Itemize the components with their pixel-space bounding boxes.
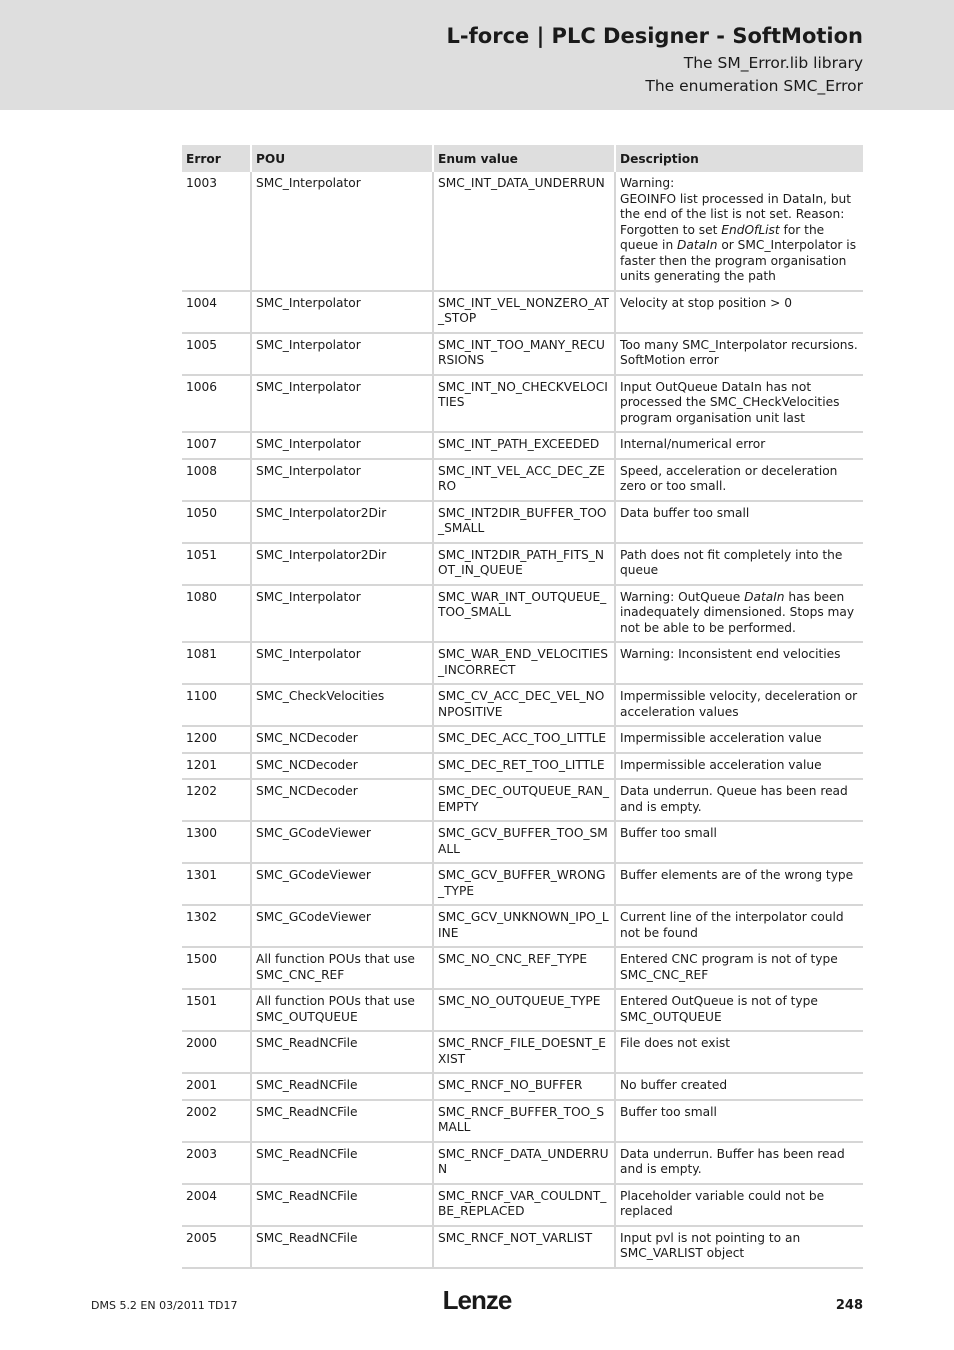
pou-cell: SMC_ReadNCFile (250, 1185, 432, 1227)
pou-cell: SMC_GCodeViewer (250, 822, 432, 864)
description-cell: Input OutQueue DataIn has not processed the SMC_CHeckVelocities program organisation unit last (614, 376, 863, 434)
document-title: L-force | PLC Designer - SoftMotion (446, 24, 863, 48)
pou-cell: SMC_Interpolator2Dir (250, 502, 432, 544)
description-cell: Warning: OutQueue DataIn has been inadequately dimensioned. Stops may not be able to be performed. (614, 586, 863, 644)
enum-value-cell: SMC_INT_DATA_UNDERRUN (432, 172, 614, 292)
page-number: 248 (835, 1298, 863, 1313)
error-code-cell: 1202 (182, 780, 250, 822)
table-row (182, 754, 863, 781)
error-code-cell: 1500 (182, 948, 250, 990)
enum-value-cell: SMC_DEC_RET_TOO_LITTLE (432, 754, 614, 781)
enum-value-cell: SMC_RNCF_NOT_VARLIST (432, 1227, 614, 1269)
enum-value-cell: SMC_DEC_ACC_TOO_LITTLE (432, 727, 614, 754)
enum-value-cell: SMC_INT_TOO_MANY_RECURSIONS (432, 334, 614, 376)
enum-value-cell: SMC_CV_ACC_DEC_VEL_NONPOSITIVE (432, 685, 614, 727)
enum-value-cell: SMC_RNCF_VAR_COULDNT_BE_REPLACED (432, 1185, 614, 1227)
pou-cell: SMC_CheckVelocities (250, 685, 432, 727)
error-code-cell: 1051 (182, 544, 250, 586)
error-code-cell: 2001 (182, 1074, 250, 1101)
table-row (182, 906, 863, 948)
description-cell: Buffer too small (614, 1101, 863, 1143)
description-cell: Speed, acceleration or deceleration zero or too small. (614, 460, 863, 502)
pou-cell: SMC_Interpolator2Dir (250, 544, 432, 586)
pou-cell: SMC_NCDecoder (250, 727, 432, 754)
section-title: The enumeration SMC_Error (645, 77, 863, 95)
table-row (182, 1227, 863, 1269)
error-code-cell: 2000 (182, 1032, 250, 1074)
error-code-cell: 1302 (182, 906, 250, 948)
pou-cell: SMC_NCDecoder (250, 754, 432, 781)
table-row (182, 334, 863, 376)
enum-value-cell: SMC_INT_VEL_NONZERO_AT_STOP (432, 292, 614, 334)
table-row (182, 544, 863, 586)
enum-value-cell: SMC_INT_NO_CHECKVELOCITIES (432, 376, 614, 434)
error-code-cell: 1005 (182, 334, 250, 376)
error-table (182, 145, 863, 1269)
error-code-cell: 1004 (182, 292, 250, 334)
table-row (182, 433, 863, 460)
table-row (182, 643, 863, 685)
description-cell: Buffer elements are of the wrong type (614, 864, 863, 906)
pou-cell: SMC_ReadNCFile (250, 1032, 432, 1074)
page-header (0, 0, 954, 110)
description-cell: Data buffer too small (614, 502, 863, 544)
error-code-cell: 2005 (182, 1227, 250, 1269)
pou-cell: SMC_Interpolator (250, 172, 432, 292)
description-cell: Data underrun. Queue has been read and is empty. (614, 780, 863, 822)
table-row (182, 990, 863, 1032)
table-row (182, 780, 863, 822)
table-row (182, 1143, 863, 1185)
description-cell: Entered CNC program is not of type SMC_CNC_REF (614, 948, 863, 990)
enum-value-cell: SMC_INT2DIR_PATH_FITS_NOT_IN_QUEUE (432, 544, 614, 586)
enum-value-cell: SMC_WAR_INT_OUTQUEUE_TOO_SMALL (432, 586, 614, 644)
enum-value-cell: SMC_RNCF_FILE_DOESNT_EXIST (432, 1032, 614, 1074)
description-cell: Data underrun. Buffer has been read and is empty. (614, 1143, 863, 1185)
pou-cell: SMC_GCodeViewer (250, 864, 432, 906)
pou-cell: SMC_Interpolator (250, 643, 432, 685)
pou-cell: SMC_Interpolator (250, 433, 432, 460)
table-row (182, 292, 863, 334)
enum-value-cell: SMC_RNCF_BUFFER_TOO_SMALL (432, 1101, 614, 1143)
description-cell: Buffer too small (614, 822, 863, 864)
enum-value-cell: SMC_INT_PATH_EXCEEDED (432, 433, 614, 460)
table-row (182, 172, 863, 292)
table-row (182, 822, 863, 864)
description-cell: Too many SMC_Interpolator recursions. SoftMotion error (614, 334, 863, 376)
pou-cell: SMC_GCodeViewer (250, 906, 432, 948)
description-cell: Warning: GEOINFO list processed in DataIn, but the end of the list is not set. Reason: Forgotten to set EndOfList for the queue in DataIn or SMC_Interpolator is faster then the program organisation units generating the path (614, 172, 863, 292)
error-code-cell: 1200 (182, 727, 250, 754)
error-code-cell: 1050 (182, 502, 250, 544)
enum-value-cell: SMC_NO_CNC_REF_TYPE (432, 948, 614, 990)
description-cell: Impermissible acceleration value (614, 754, 863, 781)
pou-cell: SMC_ReadNCFile (250, 1074, 432, 1101)
lenze-logo (437, 1284, 517, 1316)
enum-value-cell: SMC_INT2DIR_BUFFER_TOO_SMALL (432, 502, 614, 544)
enum-value-cell: SMC_DEC_OUTQUEUE_RAN_EMPTY (432, 780, 614, 822)
error-code-cell: 1501 (182, 990, 250, 1032)
pou-cell: SMC_ReadNCFile (250, 1101, 432, 1143)
pou-cell: SMC_Interpolator (250, 376, 432, 434)
description-cell: Path does not fit completely into the queue (614, 544, 863, 586)
description-cell: Placeholder variable could not be replaced (614, 1185, 863, 1227)
table-row (182, 1185, 863, 1227)
column-header-enum-value: Enum value (432, 145, 614, 172)
table-row (182, 1074, 863, 1101)
pou-cell: SMC_Interpolator (250, 586, 432, 644)
table-row (182, 864, 863, 906)
error-code-cell: 2003 (182, 1143, 250, 1185)
enum-value-cell: SMC_GCV_UNKNOWN_IPO_LINE (432, 906, 614, 948)
description-cell: No buffer created (614, 1074, 863, 1101)
table-header-row (182, 145, 863, 172)
table-row (182, 948, 863, 990)
enum-value-cell: SMC_RNCF_NO_BUFFER (432, 1074, 614, 1101)
description-cell: Current line of the interpolator could not be found (614, 906, 863, 948)
pou-cell: All function POUs that use SMC_CNC_REF (250, 948, 432, 990)
error-code-cell: 2002 (182, 1101, 250, 1143)
pou-cell: All function POUs that use SMC_OUTQUEUE (250, 990, 432, 1032)
table-row (182, 727, 863, 754)
description-cell: Internal/numerical error (614, 433, 863, 460)
enum-value-cell: SMC_INT_VEL_ACC_DEC_ZERO (432, 460, 614, 502)
pou-cell: SMC_Interpolator (250, 460, 432, 502)
enum-value-cell: SMC_NO_OUTQUEUE_TYPE (432, 990, 614, 1032)
error-code-cell: 1006 (182, 376, 250, 434)
error-code-cell: 1008 (182, 460, 250, 502)
table-row (182, 1032, 863, 1074)
description-cell: Input pvl is not pointing to an SMC_VARLIST object (614, 1227, 863, 1269)
table-row (182, 685, 863, 727)
description-cell: Warning: Inconsistent end velocities (614, 643, 863, 685)
error-code-cell: 1003 (182, 172, 250, 292)
column-header-description: Description (614, 145, 863, 172)
error-code-cell: 1007 (182, 433, 250, 460)
enum-value-cell: SMC_GCV_BUFFER_TOO_SMALL (432, 822, 614, 864)
error-code-cell: 1301 (182, 864, 250, 906)
table-row (182, 460, 863, 502)
description-cell: Velocity at stop position > 0 (614, 292, 863, 334)
table-row (182, 502, 863, 544)
table-row (182, 376, 863, 434)
chapter-title: The SM_Error.lib library (683, 54, 863, 72)
error-code-cell: 1081 (182, 643, 250, 685)
description-cell: File does not exist (614, 1032, 863, 1074)
logo-wordmark: Lenze (442, 1285, 512, 1315)
pou-cell: SMC_NCDecoder (250, 780, 432, 822)
table-row (182, 586, 863, 644)
error-code-cell: 1300 (182, 822, 250, 864)
table-body (182, 172, 863, 1269)
pou-cell: SMC_Interpolator (250, 334, 432, 376)
table-row (182, 1101, 863, 1143)
document-id: DMS 5.2 EN 03/2011 TD17 (91, 1299, 238, 1312)
error-code-cell: 1100 (182, 685, 250, 727)
enum-value-cell: SMC_RNCF_DATA_UNDERRUN (432, 1143, 614, 1185)
pou-cell: SMC_ReadNCFile (250, 1143, 432, 1185)
error-code-cell: 1080 (182, 586, 250, 644)
description-cell: Impermissible velocity, deceleration or acceleration values (614, 685, 863, 727)
column-header-error: Error (182, 145, 250, 172)
pou-cell: SMC_Interpolator (250, 292, 432, 334)
description-cell: Impermissible acceleration value (614, 727, 863, 754)
enum-value-cell: SMC_GCV_BUFFER_WRONG_TYPE (432, 864, 614, 906)
error-code-cell: 2004 (182, 1185, 250, 1227)
pou-cell: SMC_ReadNCFile (250, 1227, 432, 1269)
description-cell: Entered OutQueue is not of type SMC_OUTQUEUE (614, 990, 863, 1032)
column-header-pou: POU (250, 145, 432, 172)
error-code-cell: 1201 (182, 754, 250, 781)
enum-value-cell: SMC_WAR_END_VELOCITIES_INCORRECT (432, 643, 614, 685)
